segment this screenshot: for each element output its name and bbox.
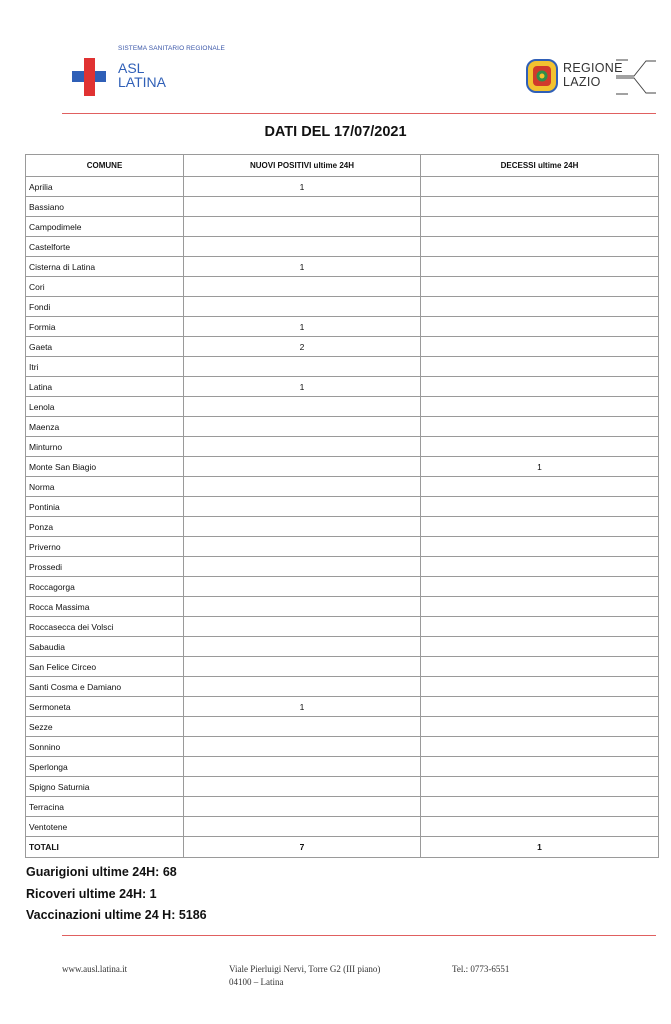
comune-cell: Latina — [26, 377, 184, 397]
decessi-cell — [421, 657, 659, 677]
comune-cell: Sonnino — [26, 737, 184, 757]
comune-cell: Gaeta — [26, 337, 184, 357]
table-row — [26, 217, 659, 237]
nuovi-positivi-cell — [184, 457, 421, 477]
nuovi-positivi-cell — [184, 617, 421, 637]
total-label-cell: TOTALI — [26, 837, 184, 858]
comune-cell: Itri — [26, 357, 184, 377]
table-row — [26, 657, 659, 677]
nuovi-positivi-cell — [184, 637, 421, 657]
decessi-cell — [421, 717, 659, 737]
comune-cell: San Felice Circeo — [26, 657, 184, 677]
table-row — [26, 757, 659, 777]
nuovi-positivi-cell — [184, 737, 421, 757]
asl-name-line2: LATINA — [118, 74, 166, 90]
footer-address — [229, 963, 380, 989]
decessi-cell — [421, 577, 659, 597]
table-row — [26, 577, 659, 597]
lazio-name-line1: REGIONE — [563, 61, 623, 75]
header-nuovi-positivi: NUOVI POSITIVI ultime 24H — [184, 155, 421, 177]
header-divider — [62, 113, 656, 114]
decessi-cell — [421, 277, 659, 297]
summary-block — [26, 862, 207, 927]
table-row — [26, 637, 659, 657]
lazio-name-line2: LAZIO — [563, 75, 601, 89]
nuovi-positivi-cell — [184, 657, 421, 677]
asl-name — [118, 61, 166, 89]
decessi-cell — [421, 497, 659, 517]
comune-cell: Rocca Massima — [26, 597, 184, 617]
decessi-cell — [421, 737, 659, 757]
decessi-cell — [421, 777, 659, 797]
table-row — [26, 617, 659, 637]
table-row — [26, 317, 659, 337]
table-row — [26, 377, 659, 397]
decessi-cell — [421, 397, 659, 417]
nuovi-positivi-cell: 2 — [184, 337, 421, 357]
footer-website: www.ausl.latina.it — [62, 964, 128, 974]
nuovi-positivi-cell — [184, 817, 421, 837]
total-nuovi-positivi-cell: 7 — [184, 837, 421, 858]
nuovi-positivi-cell: 1 — [184, 257, 421, 277]
table-row — [26, 337, 659, 357]
decessi-cell — [421, 317, 659, 337]
decessi-cell — [421, 597, 659, 617]
table-row — [26, 817, 659, 837]
table-row — [26, 517, 659, 537]
decessi-cell: 1 — [421, 457, 659, 477]
footer-phone: Tel.: 0773-6551 — [452, 964, 510, 974]
decessi-cell — [421, 557, 659, 577]
decessi-cell — [421, 377, 659, 397]
nuovi-positivi-cell — [184, 297, 421, 317]
nuovi-positivi-cell — [184, 557, 421, 577]
decessi-cell — [421, 257, 659, 277]
footer-address-line1: Viale Pierluigi Nervi, Torre G2 (III piano) — [229, 964, 381, 974]
decessi-cell — [421, 337, 659, 357]
footer-address-line2: 04100 – Latina — [229, 977, 284, 987]
comune-cell: Sabaudia — [26, 637, 184, 657]
table-header-row — [26, 155, 659, 177]
lazio-name — [563, 61, 623, 89]
nuovi-positivi-cell — [184, 777, 421, 797]
table-row — [26, 537, 659, 557]
decessi-cell — [421, 817, 659, 837]
nuovi-positivi-cell: 1 — [184, 377, 421, 397]
table-row — [26, 597, 659, 617]
decessi-cell — [421, 517, 659, 537]
comune-cell: Ventotene — [26, 817, 184, 837]
nuovi-positivi-cell: 1 — [184, 177, 421, 197]
comune-cell: Bassiano — [26, 197, 184, 217]
table-row — [26, 357, 659, 377]
comune-cell: Santi Cosma e Damiano — [26, 677, 184, 697]
lazio-emblem-icon — [526, 59, 558, 93]
nuovi-positivi-cell — [184, 237, 421, 257]
asl-subtitle: SISTEMA SANITARIO REGIONALE — [118, 45, 225, 52]
nuovi-positivi-cell — [184, 757, 421, 777]
footer-divider — [62, 935, 656, 936]
nuovi-positivi-cell — [184, 197, 421, 217]
page-title: DATI DEL 17/07/2021 — [264, 124, 407, 140]
covid-data-table — [25, 154, 659, 858]
nuovi-positivi-cell — [184, 797, 421, 817]
comune-cell: Cisterna di Latina — [26, 257, 184, 277]
table-row — [26, 777, 659, 797]
nuovi-positivi-cell — [184, 577, 421, 597]
regione-lazio-logo — [526, 58, 656, 98]
decessi-cell — [421, 537, 659, 557]
table-row — [26, 177, 659, 197]
comune-cell: Spigno Saturnia — [26, 777, 184, 797]
nuovi-positivi-cell — [184, 357, 421, 377]
header-comune: COMUNE — [26, 155, 184, 177]
nuovi-positivi-cell — [184, 277, 421, 297]
comune-cell: Cori — [26, 277, 184, 297]
total-decessi-cell: 1 — [421, 837, 659, 858]
nuovi-positivi-cell — [184, 517, 421, 537]
table-row — [26, 397, 659, 417]
vaccinazioni-line: Vaccinazioni ultime 24 H: 5186 — [26, 908, 207, 922]
nuovi-positivi-cell — [184, 437, 421, 457]
table-row — [26, 717, 659, 737]
table-row — [26, 257, 659, 277]
comune-cell: Priverno — [26, 537, 184, 557]
decessi-cell — [421, 757, 659, 777]
nuovi-positivi-cell — [184, 677, 421, 697]
nuovi-positivi-cell — [184, 717, 421, 737]
table-row — [26, 237, 659, 257]
header-decessi: DECESSI ultime 24H — [421, 155, 659, 177]
table-row — [26, 457, 659, 477]
comune-cell: Castelforte — [26, 237, 184, 257]
guarigioni-line: Guarigioni ultime 24H: 68 — [26, 865, 177, 879]
decessi-cell — [421, 417, 659, 437]
comune-cell: Sezze — [26, 717, 184, 737]
comune-cell: Formia — [26, 317, 184, 337]
comune-cell: Roccasecca dei Volsci — [26, 617, 184, 637]
table-row — [26, 297, 659, 317]
asl-latina-logo — [72, 42, 272, 102]
nuovi-positivi-cell: 1 — [184, 697, 421, 717]
comune-cell: Prossedi — [26, 557, 184, 577]
comune-cell: Monte San Biagio — [26, 457, 184, 477]
decessi-cell — [421, 677, 659, 697]
nuovi-positivi-cell — [184, 497, 421, 517]
decessi-cell — [421, 217, 659, 237]
decessi-cell — [421, 637, 659, 657]
asl-cross-icon — [72, 58, 106, 96]
asl-name-line1: ASL — [118, 60, 145, 76]
decessi-cell — [421, 197, 659, 217]
comune-cell: Ponza — [26, 517, 184, 537]
comune-cell: Lenola — [26, 397, 184, 417]
decessi-cell — [421, 177, 659, 197]
comune-cell: Sermoneta — [26, 697, 184, 717]
decessi-cell — [421, 797, 659, 817]
decessi-cell — [421, 697, 659, 717]
table-row — [26, 277, 659, 297]
comune-cell: Minturno — [26, 437, 184, 457]
decessi-cell — [421, 617, 659, 637]
decessi-cell — [421, 437, 659, 457]
table-row — [26, 437, 659, 457]
nuovi-positivi-cell — [184, 537, 421, 557]
ricoveri-line: Ricoveri ultime 24H: 1 — [26, 886, 157, 901]
comune-cell: Campodimele — [26, 217, 184, 237]
nuovi-positivi-cell — [184, 397, 421, 417]
decessi-cell — [421, 237, 659, 257]
table-row — [26, 497, 659, 517]
table-total-row — [26, 837, 659, 858]
table-row — [26, 737, 659, 757]
table-row — [26, 797, 659, 817]
nuovi-positivi-cell — [184, 477, 421, 497]
comune-cell: Maenza — [26, 417, 184, 437]
comune-cell: Terracina — [26, 797, 184, 817]
decessi-cell — [421, 357, 659, 377]
comune-cell: Roccagorga — [26, 577, 184, 597]
table-row — [26, 677, 659, 697]
nuovi-positivi-cell — [184, 217, 421, 237]
page-header — [0, 0, 671, 115]
table-row — [26, 197, 659, 217]
nuovi-positivi-cell: 1 — [184, 317, 421, 337]
lazio-decorative-lines — [616, 58, 656, 96]
nuovi-positivi-cell — [184, 417, 421, 437]
nuovi-positivi-cell — [184, 597, 421, 617]
table-row — [26, 477, 659, 497]
comune-cell: Norma — [26, 477, 184, 497]
table-row — [26, 417, 659, 437]
comune-cell: Pontinia — [26, 497, 184, 517]
table-row — [26, 697, 659, 717]
comune-cell: Aprilia — [26, 177, 184, 197]
table-row — [26, 557, 659, 577]
comune-cell: Sperlonga — [26, 757, 184, 777]
comune-cell: Fondi — [26, 297, 184, 317]
decessi-cell — [421, 477, 659, 497]
decessi-cell — [421, 297, 659, 317]
